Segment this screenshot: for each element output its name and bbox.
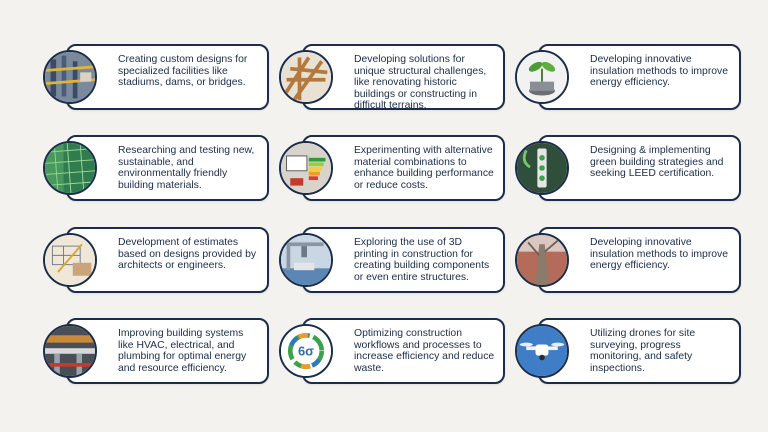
card-text: Experimenting with alternative material combinations to enhance building performance or reduce costs. <box>354 145 494 191</box>
workflow-cycle-icon <box>279 324 333 378</box>
card-text: Exploring the use of 3D printing in construction for creating building components or even entire structures. <box>354 237 490 283</box>
card-text: Optimizing construction workflows and processes to increase efficiency and reduce waste. <box>354 328 495 374</box>
construction-site-icon <box>43 50 97 104</box>
card-text: Designing & implementing green building strategies and seeking LEED certification. <box>590 145 724 180</box>
insulation-tree-icon <box>515 233 569 287</box>
card-text: Utilizing drones for site surveying, progress monitoring, and safety inspections. <box>590 328 696 374</box>
plant-sprout-icon <box>515 50 569 104</box>
card-text: Development of estimates based on designs provided by architects or engineers. <box>118 237 257 272</box>
wooden-frame-icon <box>279 50 333 104</box>
3d-printer-icon <box>279 233 333 287</box>
hvac-ducts-icon <box>43 324 97 378</box>
blueprint-estimate-icon <box>43 233 97 287</box>
card-text: Developing innovative insulation methods to improve energy efficiency. <box>590 54 729 89</box>
card-text: Developing innovative insulation methods to improve energy efficiency. <box>590 237 729 272</box>
green-glass-building-icon <box>43 141 97 195</box>
card-text: Improving building systems like HVAC, electrical, and plumbing for optimal energy and resource efficiency. <box>118 328 247 374</box>
card-text: Creating custom designs for specialized facilities like stadiums, dams, or bridges. <box>118 54 248 89</box>
card-text: Developing solutions for unique structural challenges, like renovating historic buildings or constructing in difficult terrains. <box>354 54 487 112</box>
svg-text:6σ: 6σ <box>297 343 315 359</box>
card-text: Researching and testing new, sustainable, and environmentally friendly building materials. <box>118 145 255 191</box>
drone-icon <box>515 324 569 378</box>
green-plug-icon <box>515 141 569 195</box>
energy-rating-icon <box>279 141 333 195</box>
